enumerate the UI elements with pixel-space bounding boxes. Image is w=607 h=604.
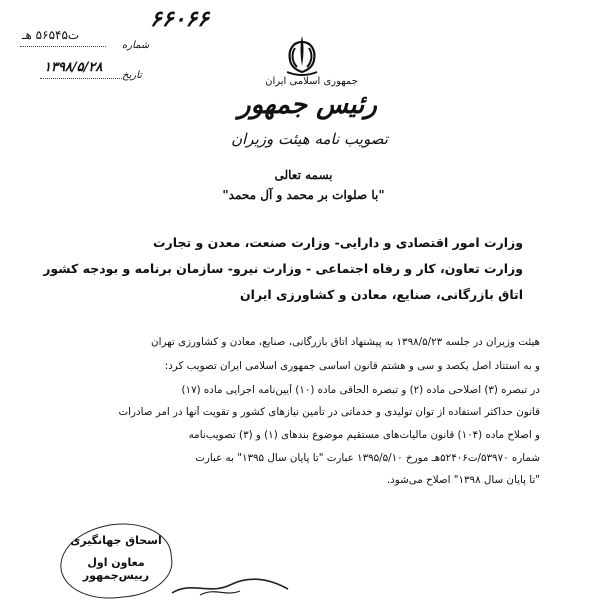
signature-scrawl-icon bbox=[170, 575, 290, 597]
office-title: رئیس جمهور bbox=[238, 90, 377, 120]
reference-date-label: تاریخ bbox=[122, 70, 142, 81]
body-line: و اصلاح ماده (۱۰۴) قانون مالیات‌های مستقیم موضوع بندهای (۱) و (۳) تصویب‌نامه bbox=[188, 429, 540, 441]
iran-emblem-icon bbox=[279, 34, 325, 76]
country-name: جمهوری اسلامی ایران bbox=[265, 76, 358, 87]
body-line: شماره ۵۳۹۷۰/ت۵۲۴۰۶هـ مورخ ۱۳۹۵/۵/۱۰ عبارت "تا پایان سال ۱۳۹۵" به عبارت bbox=[195, 452, 540, 464]
salutation-basmala: بسمه تعالی bbox=[274, 168, 333, 182]
recipient-line: وزارت امور اقتصادی و دارایی- وزارت صنعت، معدن و تجارت bbox=[153, 235, 523, 250]
signatory-title: معاون اول رییس‌جمهور bbox=[82, 556, 150, 582]
body-line: هیئت وزیران در جلسه ۱۳۹۸/۵/۲۳ به پیشنهاد اتاق بازرگانی، صنایع، معادن و کشاورزی تهران bbox=[151, 336, 540, 348]
salutation-salawat: "با صلوات بر محمد و آل محمد" bbox=[222, 188, 385, 202]
body-line: و به استناد اصل یکصد و سی و هشتم قانون اساسی جمهوری اسلامی ایران تصویب کرد: bbox=[164, 360, 540, 372]
reference-number: ۶۶۰۶۶ bbox=[150, 6, 210, 32]
recipient-line: اتاق بازرگانی، صنایع، معادن و کشاورزی ایران bbox=[240, 287, 523, 302]
reference-code: ت۵۶۵۴۵ هـ bbox=[22, 28, 80, 42]
body-line: "تا پایان سال ۱۳۹۸" اصلاح می‌شود. bbox=[386, 474, 540, 486]
signatory-name: اسحاق جهانگیری bbox=[70, 534, 162, 547]
body-line: قانون حداکثر استفاده از توان تولیدی و خدماتی در تأمین نیازهای کشور و تقویت آنها در امر صادرات bbox=[118, 406, 540, 418]
body-line: در تبصره (۳) اصلاحی ماده (۲) و تبصره الحاقی ماده (۱۰) آیین‌نامه اجرایی ماده (۱۷) bbox=[181, 384, 540, 396]
recipient-line: وزارت تعاون، کار و رفاه اجتماعی - وزارت نیرو- سازمان برنامه و بودجه کشور bbox=[43, 261, 523, 276]
reference-number-label: شماره bbox=[122, 40, 150, 51]
reference-date: ۱۳۹۸/۵/۲۸ bbox=[44, 60, 103, 75]
document-type: تصویب نامه هیئت وزیران bbox=[231, 130, 388, 148]
reference-code-underline bbox=[20, 46, 106, 47]
